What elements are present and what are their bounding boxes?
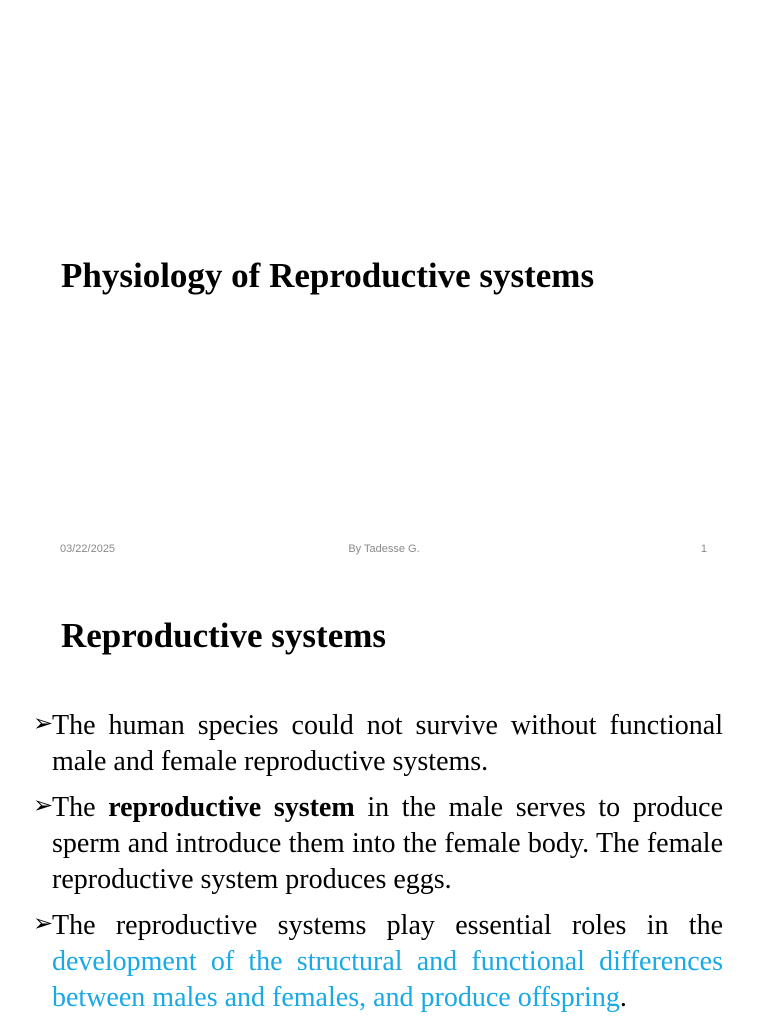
bullet-item [33, 908, 723, 1016]
section-title: Reproductive systems [61, 616, 387, 655]
footer-author: By Tadesse G. [348, 543, 420, 555]
page-number: 1 [700, 543, 707, 555]
bullet-item [33, 708, 723, 780]
arrow-bullet-icon: ➢ [33, 791, 54, 819]
bullet-text-start: The [52, 792, 109, 823]
bullet-list [33, 708, 723, 1026]
bullet-item [33, 790, 723, 898]
footer-date: 03/22/2025 [60, 543, 116, 555]
bullet-highlighted-text: development of the structural and functional differences between males and females, and produce offspring [52, 946, 723, 1013]
arrow-bullet-icon: ➢ [33, 909, 54, 937]
slide-title: Physiology of Reproductive systems [61, 256, 595, 295]
arrow-bullet-icon: ➢ [33, 709, 54, 737]
bullet-text-end: in the male serves to produce sperm and introduce them into the female body. The female reproductive system produces eggs. [52, 792, 723, 895]
bullet-text-end: . [619, 982, 627, 1013]
bullet-bold-term: reproductive system [108, 792, 355, 823]
bullet-text-start: The reproductive systems play essential roles in the [52, 910, 723, 941]
content-slide [0, 576, 768, 1024]
bullet-text: The human species could not survive without functional male and female reproductive systems. [52, 710, 723, 777]
